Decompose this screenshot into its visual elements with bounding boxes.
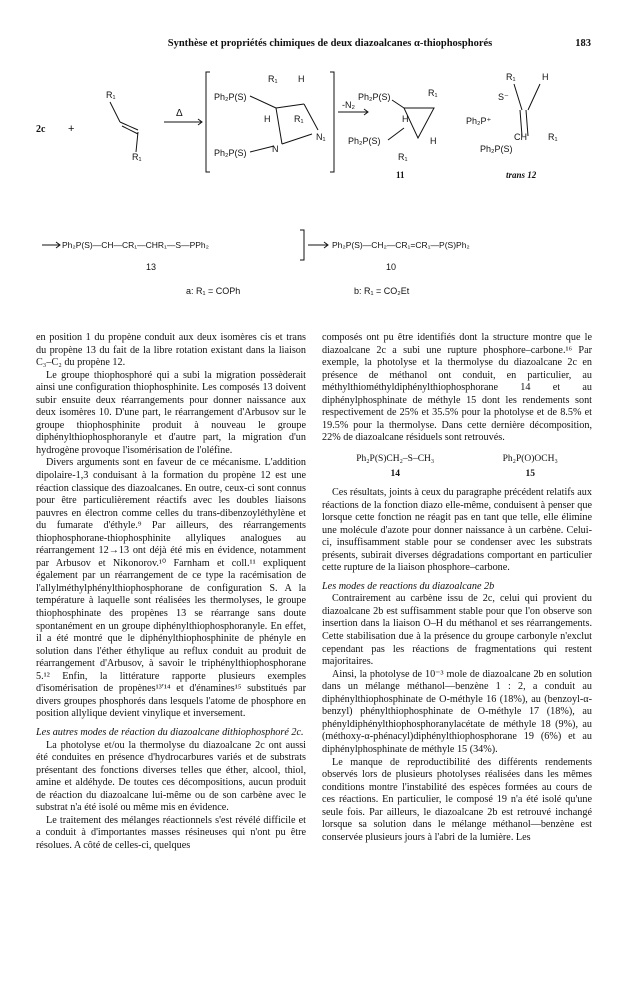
delta-symbol: Δ xyxy=(176,108,183,119)
ts-r1: R₁ xyxy=(268,74,278,84)
label-10: 10 xyxy=(386,262,397,272)
reaction-scheme xyxy=(36,60,596,320)
right-para-2: Ces résultats, joints à ceux du paragraphe précédent relatifs aux réactions de la fonction diazo elle-même, conduisent à penser que lorsque cette fonction ne réagit pas en tant que telle, elle élimine une molécule d'azote pour donner naissance à un carbène. Celui-ci, insuffisamment stable pour se condenser avec les substrats présents, subirait diverses dégradations comportant en particulier cette rupture de la liaison phosphore–carbone. xyxy=(322,487,592,574)
left-para-1: en position 1 du propène conduit aux deux isomères cis et trans du propène 13 du fait de la libre rotation existant dans la liaison C₃–C₂ du propène 12. xyxy=(36,332,306,369)
alkene-bond-4 xyxy=(136,132,138,152)
formula-15-text: Ph₂P(O)OCH₃ xyxy=(502,453,558,464)
label-11: 11 xyxy=(396,170,405,180)
ts-top-group: Ph₂P(S) xyxy=(214,92,247,102)
left-section-text: La photolyse et/ou la thermolyse du diazoalcane 2c ont aussi été conduites en présence d'hydrocarbures variés et de substrats présentant des fonctions diverses telles que éther, alcool, thiol, amine et aldéhyde. De toutes ces décompositions, aucun produit de réaction du diazoalcane lui-même ou de son carbène avec le substrat n'a été isolé ou même mis en évidence. xyxy=(36,739,306,814)
alkene-bond-3 xyxy=(122,126,138,134)
formula-14 xyxy=(356,453,434,481)
ts-h: H xyxy=(298,74,305,84)
alkene-r1-bottom: R₁ xyxy=(132,152,142,162)
ylide-s: S⁻ xyxy=(498,92,509,102)
ylide-bottom-group: Ph₂P(S) xyxy=(480,144,513,154)
formula-14-text: Ph₂P(S)CH₂–S–CH₃ xyxy=(356,453,435,464)
ts-bottom-group: Ph₂P(S) xyxy=(214,148,247,158)
label-13: 13 xyxy=(146,262,157,272)
compound-13-formula: Ph₂P(S)—CH—CR₁—CHR₁—S—PPh₂ xyxy=(62,240,209,250)
condition-a: a: R₁ = COPh xyxy=(186,286,241,296)
formula-14-number: 14 xyxy=(390,469,400,480)
cp-bottom-group: Ph₂P(S) xyxy=(348,136,381,146)
formula-row xyxy=(322,453,592,481)
plus-sign: + xyxy=(68,123,75,135)
right-section-para-2: Ainsi, la photolyse de 10⁻³ mole de diazoalcane 2b en solution dans un mélange méthanol—benzène 1 : 2, a conduit au diphénylthiophosphinate de O-méthyle 16 (18%), au (benzoyl-α-benzyl) phénylthiophosphinate de O-méthyle 17 (18%), au phényldiphénylthiophosphoranylacétate de méthyle 18 (9%), au (méthoxy-α-phénacyl)diphénylthiophosphorane 19 (6%) et au diphénylphosphinate de méthyle 15 (34%). xyxy=(322,668,592,755)
alkene-r1-top: R₁ xyxy=(106,90,116,100)
cp-h2: H xyxy=(430,136,437,146)
ts-bond-4 xyxy=(276,108,282,144)
ylide-h: H xyxy=(542,72,549,82)
left-para-last: Le traitement des mélanges réactionnels s'est révélé difficile et a conduit à d'importantes masses résineuses qui n'ont pu être résolues. A côté de celles-ci, quelques xyxy=(36,814,306,851)
ylide-r1b: R₁ xyxy=(548,132,558,142)
formula-15 xyxy=(503,453,558,481)
ts-bond-6 xyxy=(250,146,274,152)
ts-bond-1 xyxy=(250,96,276,108)
right-section-para-1: Contrairement au carbène issu de 2c, celui qui provient du diazoalcane 2b est suffisamment stable pour que l'on observe son insertion dans la liaison O–H du méthanol et ses réarrangements. Cette stabilisation due à la présence du groupe carbonyle n'exclut cependant pas les réactions de fragmentations qui restent majoritaires. xyxy=(322,593,592,668)
cp-bond-2 xyxy=(388,128,404,140)
reactant-label: 2c xyxy=(36,124,46,135)
line2-bracket xyxy=(300,230,304,260)
left-para-3: Divers arguments sont en faveur de ce mécanisme. L'addition dipolaire-1,3 conduisant à la formation du propène 12 est une réaction classique des diazoalcanes. En outre, ceux-ci sont connus pour être particulièrement réactifs avec les doubles liaisons pauvres en électron comme celles du trans-dibenzoyléthylène et du fumarate d'éthyle.⁹ Par ailleurs, des réarrangements thiophosphorane-thiophosphinite allyliques analogues au réarrangement 12→13 ont déjà été mis en évidence, notamment par Arbusov et Nikonorov.¹⁰ Farnham et coll.¹¹ expliquent également par un réarrangement de ce type la racémisation de l'allylméthylphénylthiophosphorane de configuration S. A la température à laquelle sont réalisées les thermolyses, le groupe thiophosphinate des propènes 13 se réarrange sans doute spontanément en un groupe diphénylthiophosphoranyle. En effet, il a été montré que le diphénylthiophosphinite de phényle en solution dans l'éther éthylique au reflux conduit au produit de réarrangement d'Arbusov, à savoir le triphénylthiophosphorane 5.¹² Enfin, la littérature rapporte plusieurs exemples d'isomérisation de propènes¹³ʹ¹⁴ et d'énamines¹⁵ substitués par divers groupes phosphorés dans lesquels l'atome de phosphore en position allylique devient vinylique et inversement. xyxy=(36,457,306,720)
ts-n: N xyxy=(272,144,279,154)
left-section-title: Les autres modes de réaction du diazoalcane dithiophosphoré 2c. xyxy=(36,726,304,738)
page-number: 183 xyxy=(575,38,591,49)
condition-b: b: R₁ = CO₂Et xyxy=(354,286,410,296)
cp-r1b: R₁ xyxy=(398,152,408,162)
ylide-bond-2 xyxy=(528,84,540,110)
ts-bond-5 xyxy=(282,134,312,144)
cp-r1: R₁ xyxy=(428,88,438,98)
bracket-left xyxy=(206,72,210,172)
bracket-right xyxy=(330,72,334,172)
compound-10-formula: Ph₂P(S)—CH₂—CR₁=CR₁—P(S)Ph₂ xyxy=(332,240,470,250)
ylide-bond-1 xyxy=(514,84,522,110)
ts-r1b: R₁ xyxy=(294,114,304,124)
ts-bond-3 xyxy=(304,104,318,130)
cp-bond-1 xyxy=(392,100,404,108)
ts-bond-2 xyxy=(276,104,304,108)
ts-n1: N₁ xyxy=(316,132,326,142)
ylide-ch: CH xyxy=(514,132,527,142)
right-section-title: Les modes de reactions du diazoalcane 2b xyxy=(322,580,495,592)
right-section-para-3: Le manque de reproductibilité des différents rendements observés lors de plusieurs photolyses réalisées dans les mêmes conditions montre l'instabilité des espèces formées au cours de ces réactions. En particulier, le composé 19 n'a été isolé qu'une seule fois. Par ailleurs, le diazoalcane 2b est retrouvé inchangé lorsque sa solution dans le mélange méthanol—benzène est conservée plusieurs jours à l'abri de la lumière. Les xyxy=(322,756,592,843)
scheme-svg xyxy=(36,60,596,320)
ts-h2: H xyxy=(264,114,271,124)
label-trans12: trans 12 xyxy=(506,170,537,180)
left-column xyxy=(36,332,306,852)
alkene-bond-1 xyxy=(110,102,120,122)
minus-n2: -N₂ xyxy=(342,100,355,110)
cp-top-group: Ph₂P(S) xyxy=(358,92,391,102)
right-column xyxy=(322,332,592,844)
running-title: Synthèse et propriétés chimiques de deux diazoalcanes α-thiophosphorés xyxy=(167,38,493,49)
left-para-2: Le groupe thiophosphoré qui a subi la migration possèderait ainsi une configuration thiophosphinite. Les composés 13 doivent subir ensuite deux réarrangements pour donner naissance aux deux isomères 10. D'une part, le réarrangement d'Arbusov sur le groupe thiophosphinite produit à nouveau le groupe diphénylthiophosphoranyle et d'autre part, la migration d'un hydrogène provoque l'isomérisation de l'oléfine. xyxy=(36,369,306,456)
formula-15-number: 15 xyxy=(525,469,535,480)
ylide-p: Ph₂P⁺ xyxy=(466,116,492,126)
right-para-1: composés ont pu être identifiés dont la structure montre que le diazoalcane 2c a subi une rupture phosphore–carbone.¹⁶ Par exemple, la photolyse et la thermolyse du diazoalcane 2c en présence de méthanol ont conduit, en particulier, au méthylthiométhyldiphénylthiophosphorane 14 et au diphénylphosphinate de méthyle 15 dont les rendements sont respectivement de 25% et 35.5% pour la photolyse et de 8.5% et 19.5% pour la thermolyse. Dans cette dernière décomposition, 22% de diazoalcane résiduels sont retrouvés. xyxy=(322,332,592,444)
cp-h: H xyxy=(402,114,409,124)
cp-ring xyxy=(404,108,434,138)
ylide-r1: R₁ xyxy=(506,72,516,82)
